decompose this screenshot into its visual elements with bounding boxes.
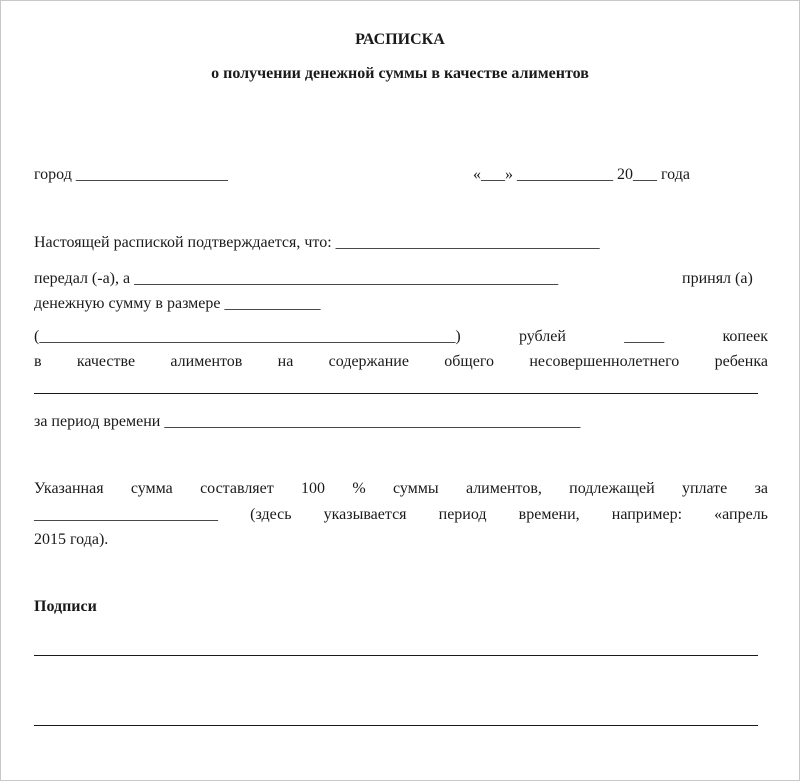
- period-note-line: [34, 506, 768, 524]
- word: составляет: [200, 480, 274, 497]
- word: алиментов: [170, 353, 243, 370]
- period-note-end: 2015 года).: [34, 531, 109, 548]
- word: «апрель: [714, 506, 768, 523]
- date-line: «___» ____________ 20___ года: [473, 166, 690, 183]
- amount-line: денежную сумму в размере ____________: [34, 295, 321, 312]
- word: общего: [444, 353, 494, 370]
- word: указывается: [323, 506, 407, 523]
- word: Указанная: [34, 480, 104, 497]
- word: суммы: [392, 480, 439, 497]
- word: сумма: [130, 480, 173, 497]
- word: _______________________: [34, 506, 218, 523]
- confirmation-line: Настоящей распиской подтверждается, что: _________________________________: [34, 234, 600, 251]
- kopecks-word: копеек: [722, 328, 768, 345]
- signatures-heading: Подписи: [34, 598, 97, 615]
- signature-line-1: [34, 655, 758, 656]
- word: 100: [301, 480, 326, 497]
- document-subtitle: о получении денежной суммы в качестве алиментов: [211, 65, 589, 82]
- word: за: [754, 480, 768, 497]
- word: период: [438, 506, 487, 523]
- sum-percent-line: [34, 480, 768, 498]
- word: времени,: [518, 506, 580, 523]
- word: подлежащей: [569, 480, 655, 497]
- child-name-blank-line: [34, 393, 758, 394]
- city-line: город ___________________: [34, 166, 228, 183]
- word: например:: [611, 506, 683, 523]
- alimony-purpose-line: [34, 353, 768, 371]
- document-title: РАСПИСКА: [355, 31, 445, 48]
- word: ребенка: [714, 353, 768, 370]
- period-line: за период времени ____________________________________________________: [34, 413, 581, 430]
- word: %: [352, 480, 366, 497]
- transferred-by-line: передал (-а), а _____________________________________________________: [34, 270, 559, 287]
- amount-words-blank: (____________________________________________________): [34, 328, 461, 345]
- word: в: [34, 353, 42, 370]
- word: алиментов,: [465, 480, 542, 497]
- word: (здесь: [250, 506, 292, 523]
- word: на: [277, 353, 294, 370]
- rubles-word: рублей: [518, 328, 566, 345]
- received-by-label: принял (а): [682, 270, 753, 287]
- signature-line-2: [34, 725, 758, 726]
- word: уплате: [681, 480, 728, 497]
- kopecks-blank: _____: [624, 328, 665, 345]
- word: качестве: [76, 353, 136, 370]
- amount-in-words-line: [34, 328, 768, 346]
- word: содержание: [328, 353, 409, 370]
- word: несовершеннолетнего: [529, 353, 680, 370]
